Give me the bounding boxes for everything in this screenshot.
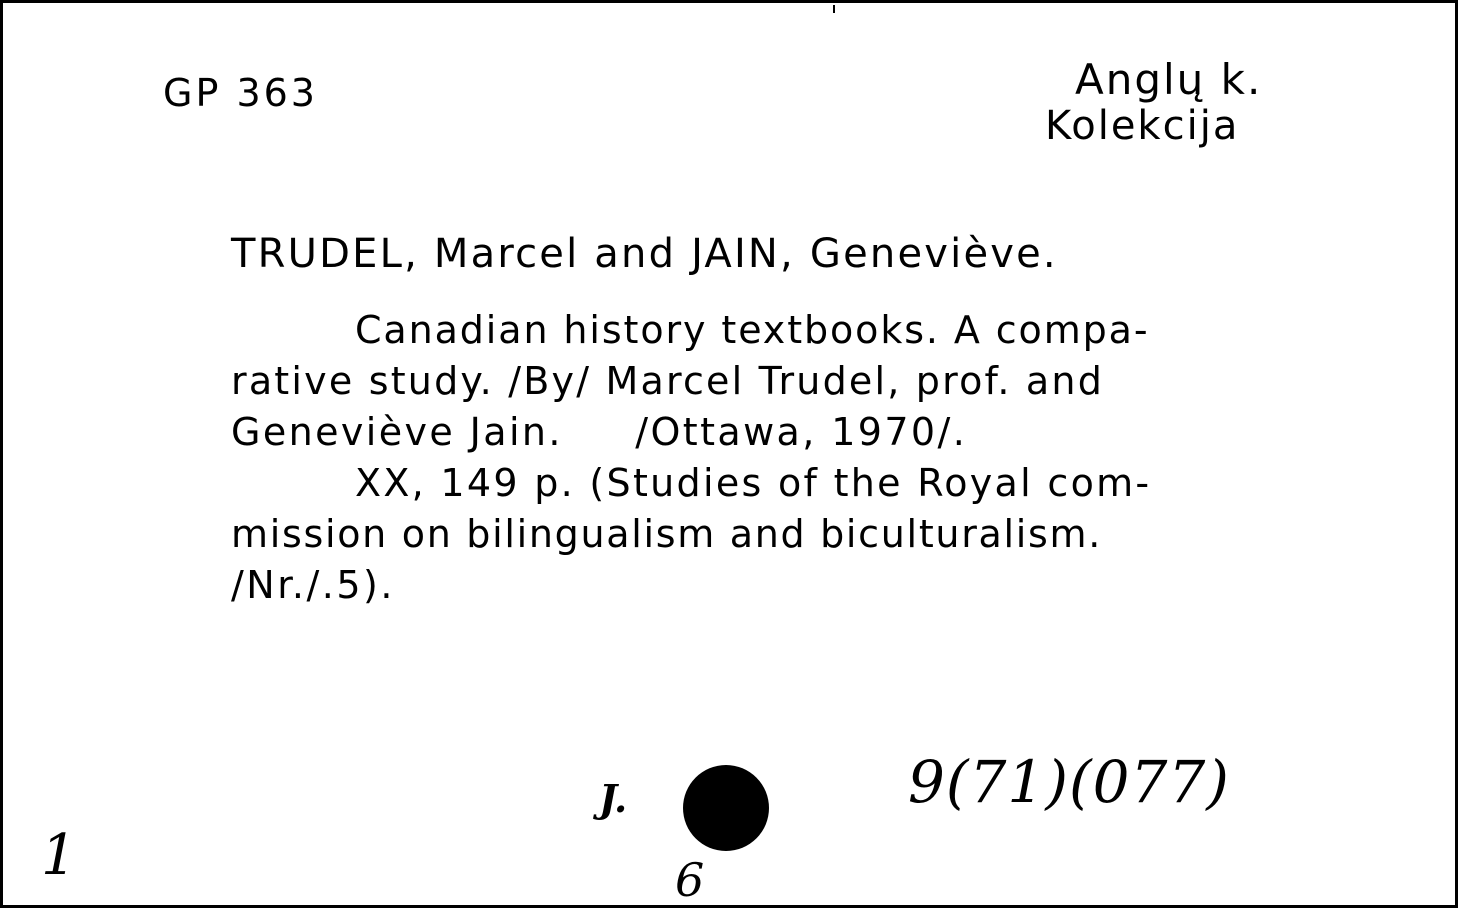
collection-language: Anglų k.: [1075, 55, 1263, 104]
punch-hole: [683, 765, 769, 851]
description-line: Canadian history textbooks. A compa-: [355, 308, 1150, 352]
description-line: Geneviève Jain. /Ottawa, 1970/.: [231, 410, 968, 454]
author-heading: TRUDEL, Marcel and JAIN, Geneviève.: [231, 231, 1058, 277]
description-line: rative study. /By/ Marcel Trudel, prof. and: [231, 359, 1105, 403]
collection-label: Kolekcija: [1045, 103, 1240, 149]
copy-number: 6: [675, 853, 705, 907]
classification-number: 9(71)(077): [908, 748, 1230, 816]
description-line: XX, 149 p. (Studies of the Royal com-: [355, 461, 1152, 505]
card-number: 1: [41, 823, 77, 888]
edge-mark: [833, 5, 835, 13]
call-number: GP 363: [163, 71, 318, 115]
stamp-mark: J.: [599, 776, 628, 821]
description-line: mission on bilingualism and biculturalism.: [231, 512, 1103, 556]
description-line: /Nr./.5).: [231, 563, 395, 607]
